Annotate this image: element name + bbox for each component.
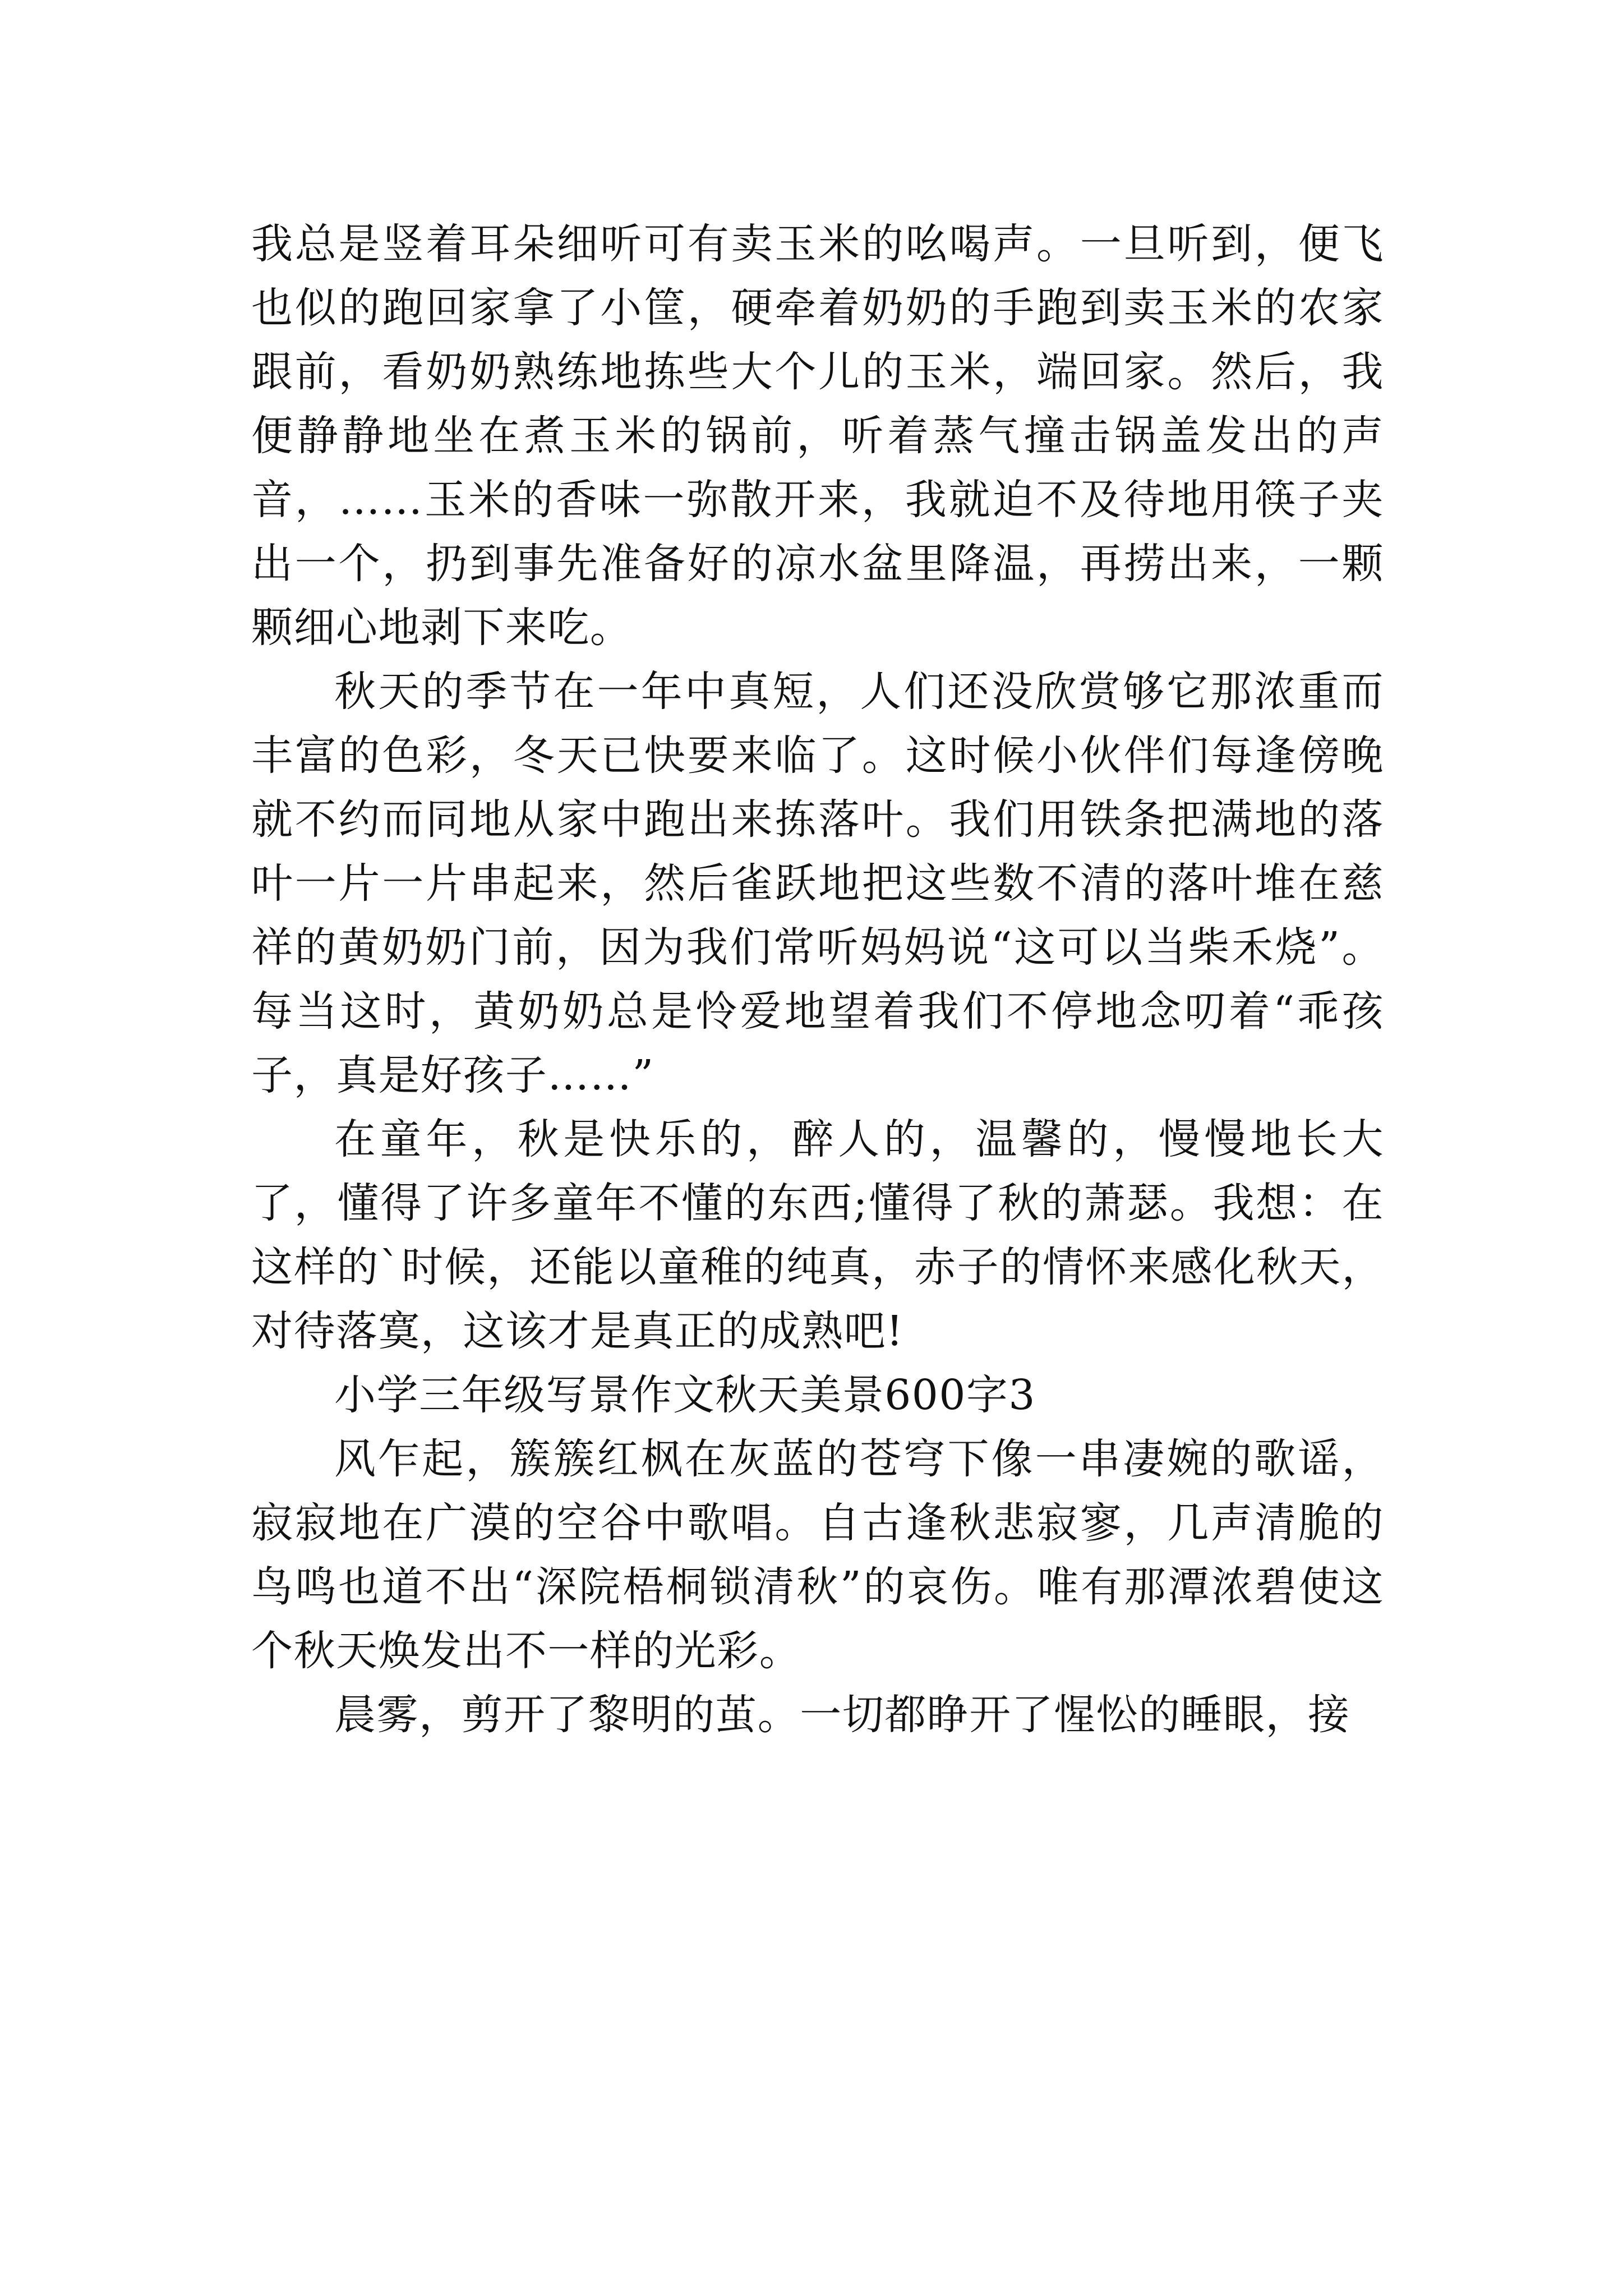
paragraph-fallen-leaves: 秋天的季节在一年中真短，人们还没欣赏够它那浓重而丰富的色彩，冬天已快要来临了。这时候小伙伴们每逢傍晚就不约而同地从家中跑出来拣落叶。我们用铁条把满地的落叶一片一片串起来，然后雀跃地把这些数不清的落叶堆在慈祥的黄奶奶门前，因为我们常听妈妈说“这可以当柴禾烧”。每当这时，黄奶奶总是怜爱地望着我们不停地念叨着“乖孩子，真是好孩子……” <box>251 668 1384 1099</box>
section-heading: 小学三年级写景作文秋天美景600字3 <box>334 1371 1036 1419</box>
paragraph-morning-mist: 晨雾，剪开了黎明的茧。一切都睁开了惺忪的睡眼，接 <box>334 1691 1350 1739</box>
paragraph-red-maples: 风乍起，簇簇红枫在灰蓝的苍穹下像一串凄婉的歌谣，寂寂地在广漠的空谷中歌唱。自古逢秋悲寂寥，几声清脆的鸟鸣也道不出“深院梧桐锁清秋”的哀伤。唯有那潭浓碧使这个秋天焕发出不一样的光彩。 <box>251 1435 1384 1675</box>
paragraph-childhood-autumn: 在童年，秋是快乐的，醉人的，温馨的，慢慢地长大了，懂得了许多童年不懂的东西;懂得了秋的萧瑟。我想：在这样的`时候，还能以童稚的纯真，赤子的情怀来感化秋天，对待落寞，这该才是真正的成熟吧! <box>251 1115 1384 1355</box>
document-body <box>251 212 1384 1747</box>
paragraph-corn: 我总是竖着耳朵细听可有卖玉米的吆喝声。一旦听到，便飞也似的跑回家拿了小筐，硬牵着奶奶的手跑到卖玉米的农家跟前，看奶奶熟练地拣些大个儿的玉米，端回家。然后，我便静静地坐在煮玉米的锅前，听着蒸气撞击锅盖发出的声音，……玉米的香味一弥散开来，我就迫不及待地用筷子夹出一个，扔到事先准备好的凉水盆里降温，再捞出来，一颗颗细心地剥下来吃。 <box>251 220 1384 652</box>
